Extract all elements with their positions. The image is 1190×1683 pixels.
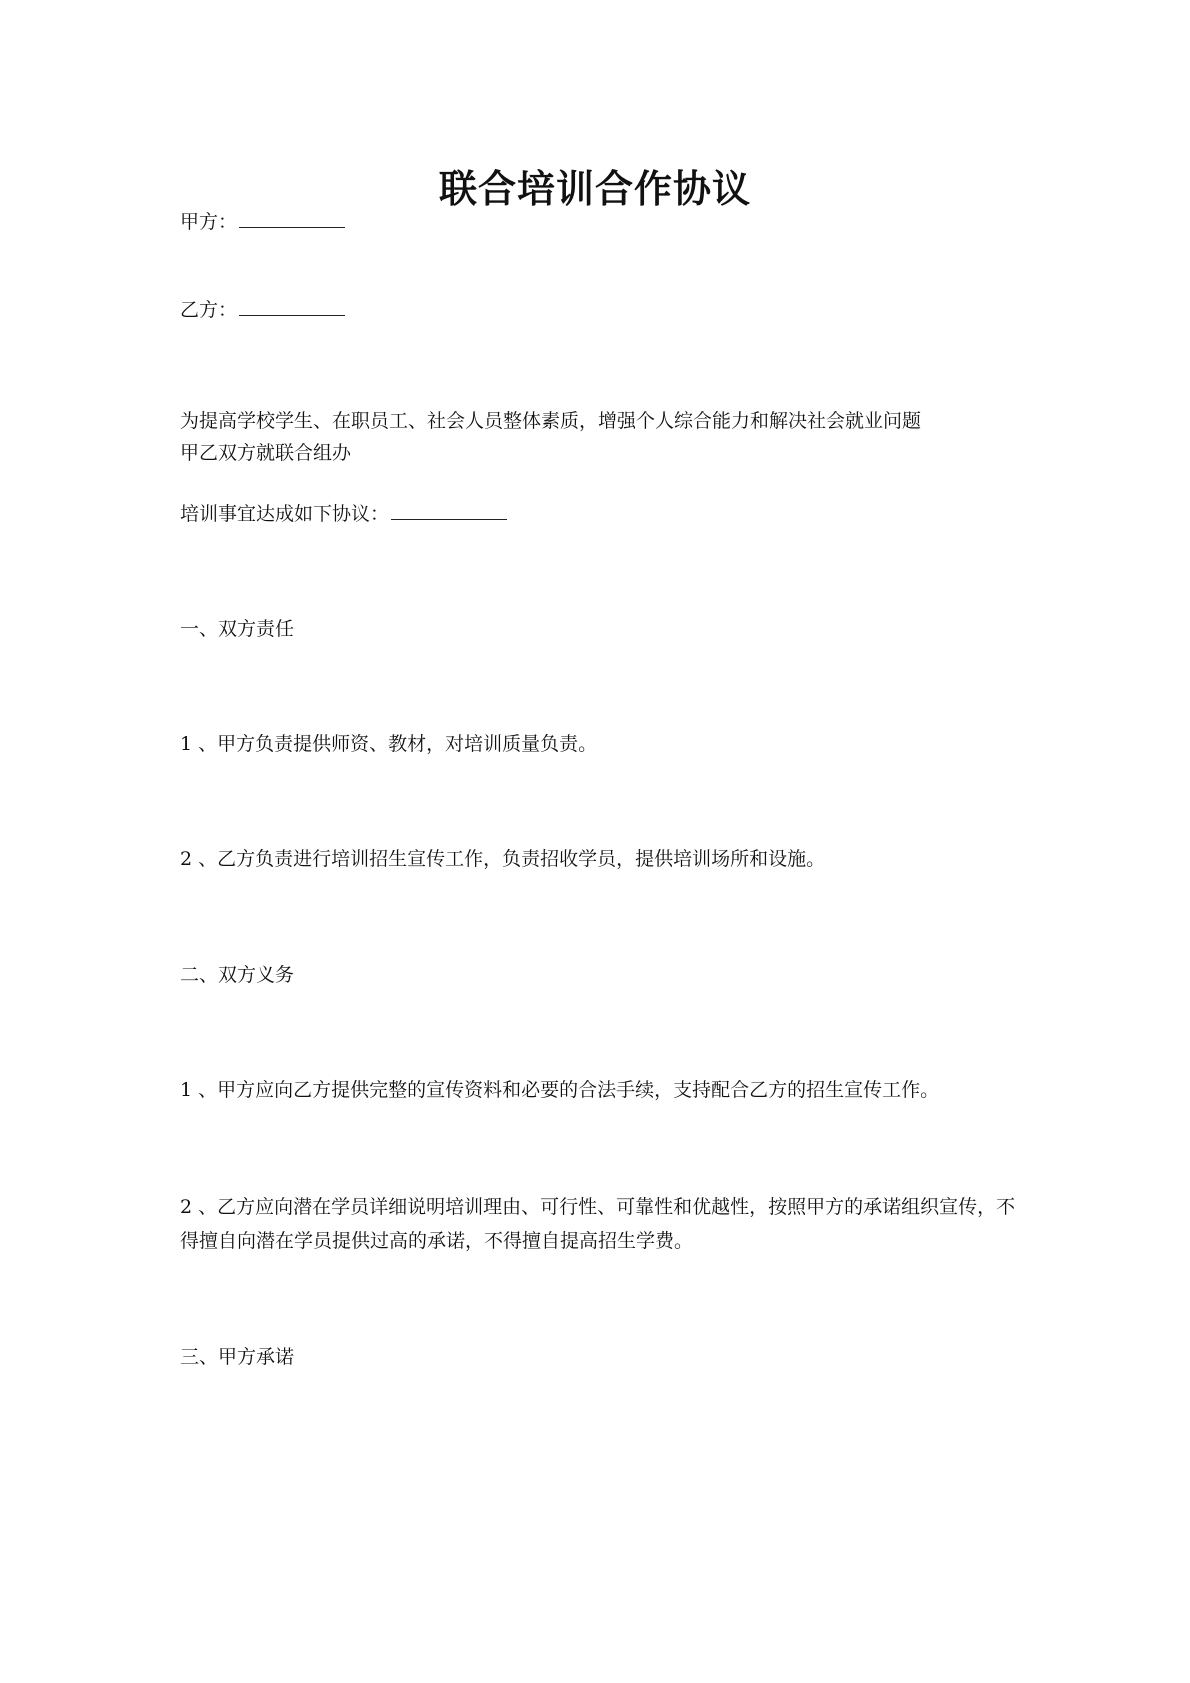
intro-line-1: 为提高学校学生、在职员工、社会人员整体素质，增强个人综合能力和解决社会就业问题 bbox=[180, 410, 922, 432]
agreement-label: 培训事宜达成如下协议： bbox=[180, 503, 390, 525]
section-item: 1 、甲方负责提供师资、教材，对培训质量负责。 bbox=[180, 733, 598, 755]
party-a-blank bbox=[239, 205, 345, 228]
section-heading: 二、双方义务 bbox=[180, 964, 295, 986]
section-item: 2 、乙方负责进行培训招生宣传工作，负责招收学员，提供培训场所和设施。 bbox=[180, 848, 826, 870]
section-item: 2 、乙方应向潜在学员详细说明培训理由、可行性、可靠性和优越性，按照甲方的承诺组织宣传，不得擅自向潜在学员提供过高的承诺，不得擅自提高招生学费。 bbox=[180, 1196, 1016, 1252]
party-a-label: 甲方： bbox=[180, 211, 238, 233]
party-b-label: 乙方： bbox=[180, 299, 238, 321]
section-heading: 一、双方责任 bbox=[180, 618, 295, 640]
document-title: 联合培训合作协议 bbox=[438, 166, 751, 211]
party-b-line bbox=[180, 293, 345, 325]
agreement-blank bbox=[391, 497, 507, 520]
section-heading: 三、甲方承诺 bbox=[180, 1346, 295, 1368]
section-item: 1 、甲方应向乙方提供完整的宣传资料和必要的合法手续，支持配合乙方的招生宣传工作。 bbox=[180, 1079, 940, 1101]
intro-line-2: 甲乙双方就联合组办 bbox=[180, 442, 352, 464]
party-a-line bbox=[180, 205, 345, 237]
agreement-line bbox=[180, 497, 507, 529]
party-b-blank bbox=[239, 293, 345, 316]
